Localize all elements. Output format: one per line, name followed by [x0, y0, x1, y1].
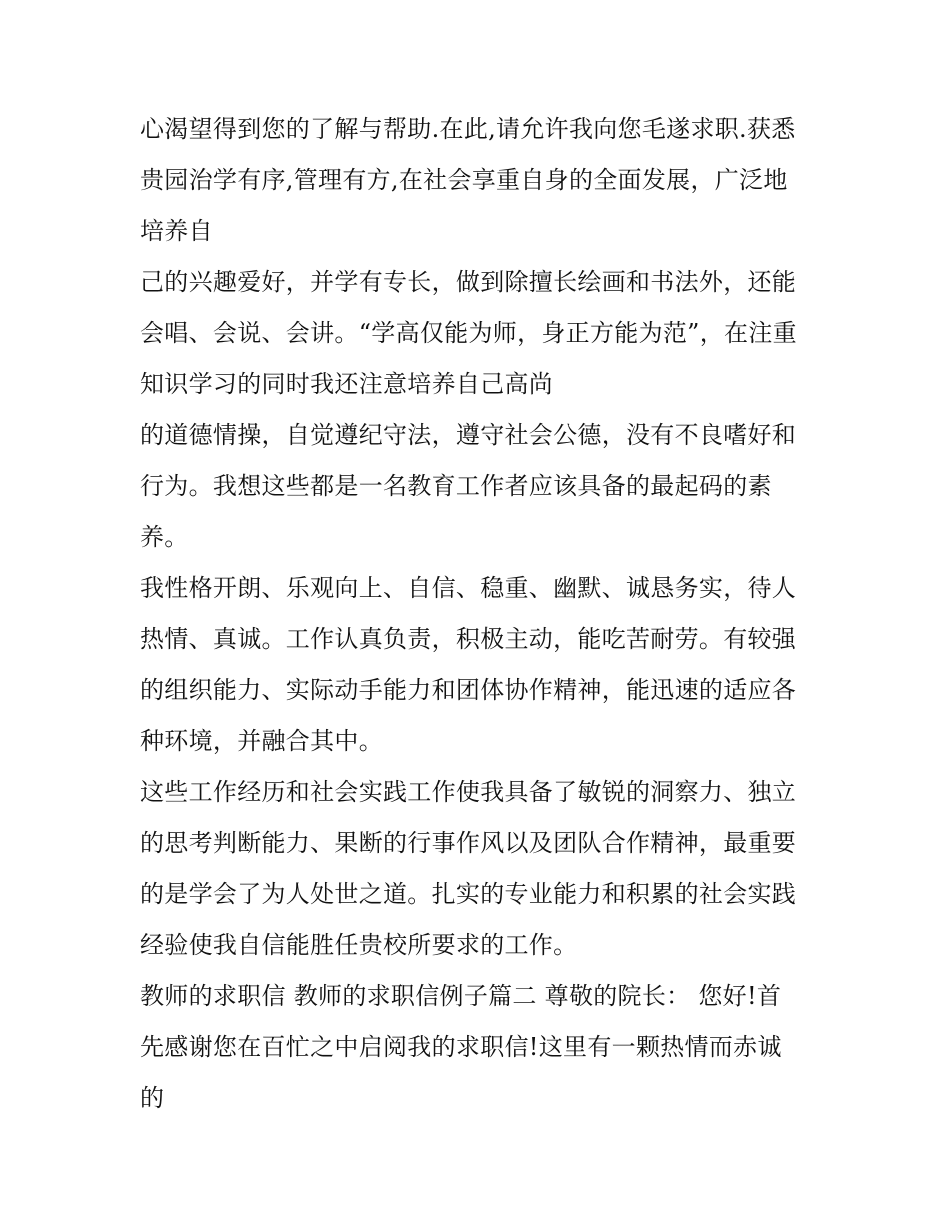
text-line: 己的兴趣爱好，并学有专长，做到除擅长绘画和书法外，还能 — [140, 268, 797, 296]
text-line: 的是学会了为人处世之道。扎实的专业能力和积累的社会实践 — [140, 880, 797, 908]
text-line: 培养自 — [140, 217, 213, 245]
text-line: 心渴望得到您的了解与帮助.在此,请允许我向您毛遂求职.获悉 — [140, 115, 796, 143]
text-line: 的 — [140, 1084, 165, 1112]
text-line: 经验使我自信能胜任贵校所要求的工作。 — [140, 931, 578, 959]
text-line: 先感谢您在百忙之中启阅我的求职信!这里有一颗热情而赤诚 — [140, 1033, 782, 1061]
text-line: 会唱、会说、会讲。“学高仅能为师，身正方能为范”，在注重 — [140, 319, 797, 347]
text-line: 行为。我想这些都是一名教育工作者应该具备的最起码的素 — [140, 472, 772, 500]
text-line: 的组织能力、实际动手能力和团体协作精神，能迅速的适应各 — [140, 676, 797, 704]
text-line: 种环境，并融合其中。 — [140, 727, 383, 755]
text-line: 热情、真诚。工作认真负责，积极主动，能吃苦耐劳。有较强 — [140, 625, 797, 653]
text-line: 的道德情操，自觉遵纪守法，遵守社会公德，没有不良嗜好和 — [140, 421, 797, 449]
text-line: 的思考判断能力、果断的行事作风以及团队合作精神，最重要 — [140, 829, 797, 857]
text-line: 贵园治学有序,管理有方,在社会享重自身的全面发展，广泛地 — [140, 166, 788, 194]
text-line: 知识学习的同时我还注意培养自己高尚 — [140, 370, 554, 398]
text-line: 养。 — [140, 523, 189, 551]
text-line: 这些工作经历和社会实践工作使我具备了敏锐的洞察力、独立 — [140, 778, 797, 806]
text-line: 教师的求职信 教师的求职信例子篇二 尊敬的院长： 您好!首 — [140, 982, 782, 1010]
document-body — [140, 104, 820, 1124]
text-line: 我性格开朗、乐观向上、自信、稳重、幽默、诚恳务实，待人 — [140, 574, 797, 602]
